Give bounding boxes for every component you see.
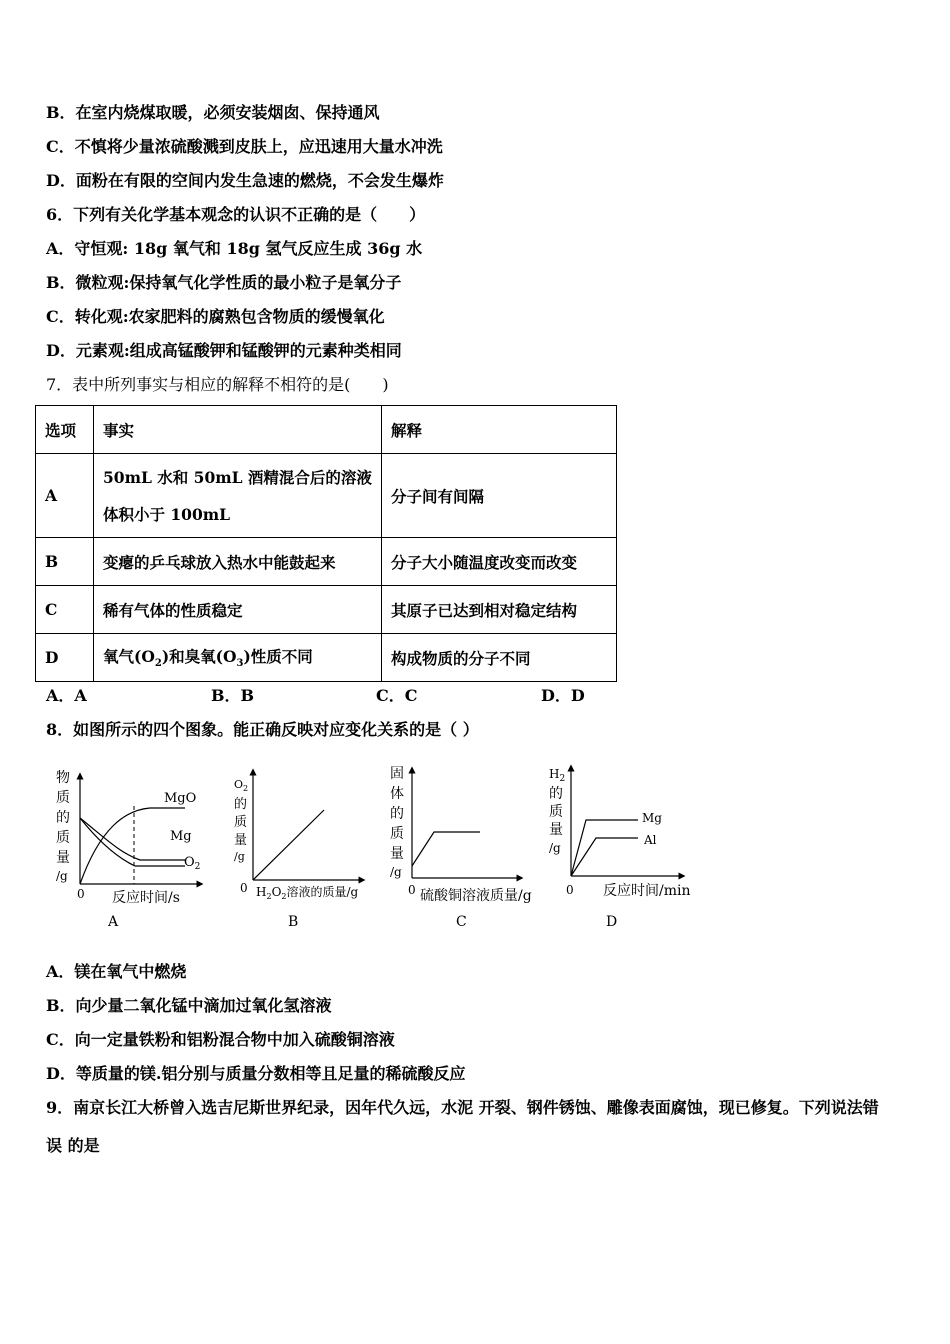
row-option: A <box>36 454 94 538</box>
fact-text: 氧气(O <box>103 647 155 667</box>
row-fact-line: 50mL 水和 50mL 酒精混合后的溶液 <box>103 467 372 487</box>
header-explanation: 解释 <box>382 406 617 454</box>
graph-b-panel-label: B <box>288 914 299 930</box>
graph-a-ylabel-5: 量 <box>56 850 70 866</box>
table-row <box>36 454 617 538</box>
graph-a-xlabel: 反应时间/s <box>112 890 180 906</box>
row-option: D <box>36 634 94 682</box>
q8-graphs <box>40 758 720 938</box>
q6-option-a: A．守恒观: 18g 氧气和 18g 氢气反应生成 36g 水 <box>46 239 423 258</box>
q8-option-c: C．向一定量铁粉和铝粉混合物中加入硫酸铜溶液 <box>46 1030 395 1049</box>
graph-a-origin: 0 <box>77 887 85 901</box>
row-option: C <box>36 586 94 634</box>
graph-c-ylabel-4: 质 <box>390 826 404 842</box>
q8-option-a: A．镁在氧气中燃烧 <box>46 962 187 981</box>
q7-table <box>35 405 617 682</box>
row-fact <box>94 454 382 538</box>
graph-d-ylabel-1: 的 <box>549 786 563 802</box>
graph-d-origin: 0 <box>566 883 574 897</box>
subscript: 3 <box>236 658 244 670</box>
q7-option-a: A．A <box>46 686 87 705</box>
graph-d-ylabel-4: /g <box>549 841 561 855</box>
q5-option-d: D．面粉在有限的空间内发生急速的燃烧，不会发生爆炸 <box>46 171 444 190</box>
graph-a-label-o2: $O_2$ <box>184 855 201 872</box>
graph-b-origin: 0 <box>240 881 248 895</box>
row-explanation: 分子间有间隔 <box>382 454 617 538</box>
table-header-row <box>36 406 617 454</box>
graph-b-ylabel-3: 量 <box>234 833 248 848</box>
graph-b <box>234 772 362 930</box>
table-row <box>36 586 617 634</box>
q9-stem-line2: 误 的是 <box>46 1136 100 1155</box>
graph-b-line <box>253 810 324 880</box>
graph-d-ylabel-2: 质 <box>549 804 563 820</box>
graph-a-mgo-curve <box>80 808 185 884</box>
graph-a-ylabel-2: 质 <box>56 790 70 806</box>
graph-a-label-mgo: MgO <box>164 791 197 806</box>
row-explanation: 分子大小随温度改变而改变 <box>382 538 617 586</box>
fact-text: )性质不同 <box>243 647 313 667</box>
graph-a-panel-label: A <box>108 914 119 930</box>
graph-c-ylabel-5: 量 <box>390 846 404 862</box>
graph-d-ylabel-h2: $H_2$ <box>549 767 566 784</box>
graph-a-ylabel-1: 物 <box>56 770 70 786</box>
q9-stem-line1: 9．南京长江大桥曾入选吉尼斯世界纪录，因年代久远，水泥 开裂、钢件锈蚀、雕像表面腐蚀，现已修复。下列说法错 <box>46 1098 879 1117</box>
q7-option-d: D．D <box>541 686 585 705</box>
q6-option-b: B．微粒观:保持氧气化学性质的最小粒子是氧分子 <box>46 273 402 292</box>
graph-c-ylabel-3: 的 <box>390 806 404 822</box>
header-option: 选项 <box>36 406 94 454</box>
graph-c-ylabel-2: 体 <box>390 786 404 802</box>
row-fact <box>94 634 382 682</box>
graph-c-ylabel-1: 固 <box>390 766 404 782</box>
q8-option-b: B．向少量二氧化锰中滴加过氧化氢溶液 <box>46 996 332 1015</box>
row-fact: 变瘪的乒乓球放入热水中能鼓起来 <box>94 538 382 586</box>
graph-c-line <box>412 832 480 866</box>
graph-c-xlabel: 硫酸铜溶液质量/g <box>420 888 532 904</box>
graph-c-panel-label: C <box>456 914 467 930</box>
graph-a-label-mg: Mg <box>170 829 192 844</box>
graph-d-al-line <box>571 838 638 876</box>
graph-b-ylabel-1: 的 <box>234 797 248 812</box>
graph-d-label-mg: Mg <box>642 811 662 825</box>
graph-d-panel-label: D <box>606 914 618 930</box>
q6-option-d: D．元素观:组成高锰酸钾和锰酸钾的元素种类相同 <box>46 341 402 360</box>
graph-b-ylabel-2: 质 <box>234 815 248 830</box>
graph-c-origin: 0 <box>408 883 416 897</box>
graph-d-xlabel: 反应时间/min <box>603 883 691 899</box>
q7-option-b: B．B <box>211 686 255 705</box>
q6-option-c: C．转化观:农家肥料的腐熟包含物质的缓慢氧化 <box>46 307 385 326</box>
q8-stem: 8．如图所示的四个图象。能正确反映对应变化关系的是（ ） <box>46 720 479 739</box>
graph-a <box>56 769 200 930</box>
header-fact: 事实 <box>94 406 382 454</box>
q8-option-d: D．等质量的镁.铝分别与质量分数相等且足量的稀硫酸反应 <box>46 1064 466 1083</box>
row-option: B <box>36 538 94 586</box>
q7-stem: 7．表中所列事实与相应的解释不相符的是( ) <box>46 375 389 394</box>
graph-d <box>549 767 691 930</box>
table-row <box>36 634 617 682</box>
graph-d-ylabel-3: 量 <box>549 822 563 838</box>
graph-a-ylabel-6: /g <box>56 869 68 883</box>
graph-b-ylabel-o2: $O_2$ <box>234 778 249 793</box>
graph-d-mg-line <box>571 820 638 876</box>
graph-c-ylabel-6: /g <box>390 865 402 879</box>
q5-option-c: C．不慎将少量浓硫酸溅到皮肤上，应迅速用大量水冲洗 <box>46 137 443 156</box>
graph-c <box>390 766 532 930</box>
row-fact: 稀有气体的性质稳定 <box>94 586 382 634</box>
row-fact-line: 体积小于 100mL <box>103 504 231 524</box>
q5-option-b: B．在室内烧煤取暖，必须安装烟囱、保持通风 <box>46 103 380 122</box>
q7-option-c: C．C <box>376 686 418 705</box>
graph-a-ylabel-3: 的 <box>56 810 70 826</box>
table-row <box>36 538 617 586</box>
graph-a-ylabel-4: 质 <box>56 830 70 846</box>
fact-text: )和臭氧(O <box>161 647 237 667</box>
graph-b-ylabel-4: /g <box>234 850 245 863</box>
graph-d-label-al: Al <box>644 833 657 847</box>
row-explanation: 构成物质的分子不同 <box>382 634 617 682</box>
graph-b-xlabel: $H_2O_2$溶液的质量/g <box>256 885 359 901</box>
subscript: 2 <box>154 658 162 670</box>
q6-stem: 6．下列有关化学基本观念的认识不正确的是（ ） <box>46 205 426 224</box>
row-explanation: 其原子已达到相对稳定结构 <box>382 586 617 634</box>
